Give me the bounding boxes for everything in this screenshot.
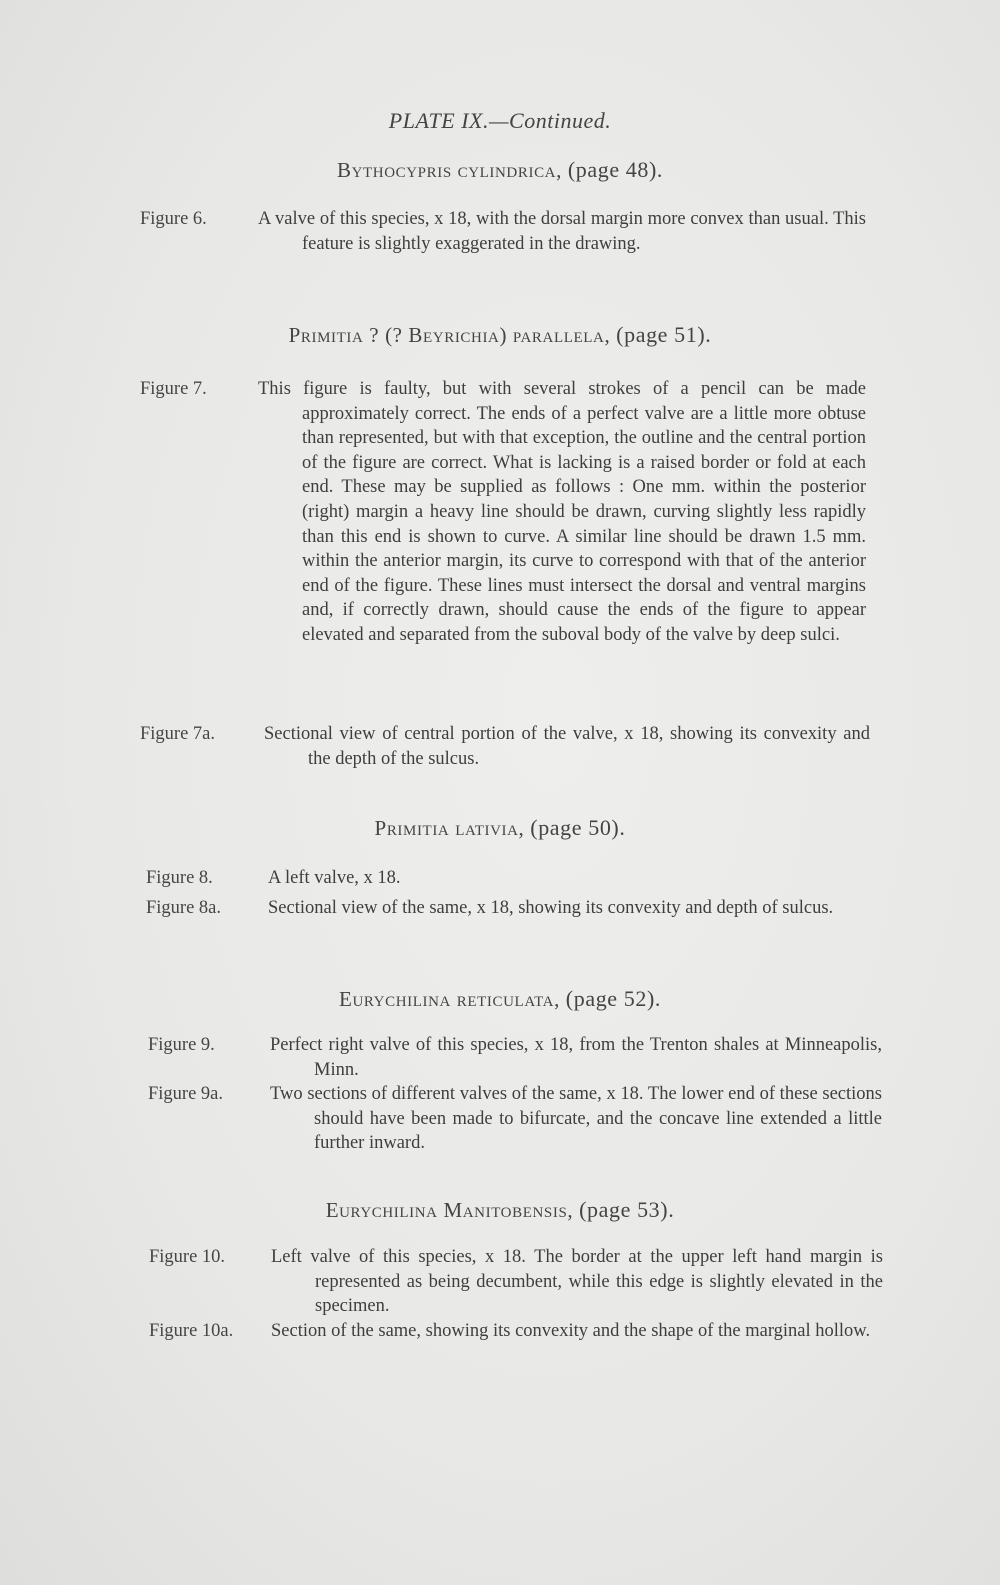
figure-label: Figure 7a. [140,724,216,744]
figure-caption-text: A valve of this species, x 18, with the dorsal margin more convex than usual. This feature is slightly exaggerated in the drawing. [258,209,866,254]
species-name: Eurychilina Manitobensis, [325,1198,574,1222]
figure-caption [264,722,870,771]
figure-label: Figure 9a. [148,1084,224,1104]
species-heading-eurychilina-manitobensis [0,1197,1000,1223]
species-page-ref: (page 50). [530,815,626,840]
species-name: Eurychilina reticulata, [339,987,560,1011]
species-heading-bythocypris-cylindrica [0,157,1000,183]
species-name: Primitia lativia, [374,816,525,840]
figure-caption [268,866,880,891]
figure-caption-text: This figure is faulty, but with several strokes of a pencil can be made approximately correct. The ends of a perfect valve are a little more obtuse than represented, but with that exception, the outline and the central portion of the figure are correct. What is lacking is a raised border or fold at each end. These may be supplied as follows : One mm. within the posterior (right) margin a heavy line should be drawn, curving slightly less rapidly than this end is shown to curve. A similar line should be drawn 1.5 mm. within the anterior margin, its curve to correspond with that of the anterior end of the figure. These lines must intersect the dorsal and ventral margins and, if correctly drawn, should cause the ends of the figure to appear elevated and separated from the suboval body of the valve by deep sulci. [258,379,866,645]
species-page-ref: (page 52). [565,986,661,1011]
species-heading-primitia-lativia [0,815,1000,841]
figure-caption [258,207,866,256]
figure-label: Figure 8a. [146,898,222,918]
species-name: Primitia ? (? Beyrichia) parallela, [288,323,611,347]
species-page-ref: (page 53). [579,1197,675,1222]
figure-caption-text: Sectional view of the same, x 18, showing its convexity and depth of sulcus. [268,898,834,918]
figure-caption [271,1319,883,1344]
figure-label: Figure 6. [140,209,207,229]
figure-caption [258,377,866,648]
figure-caption-text: Section of the same, showing its convexity and the shape of the marginal hollow. [271,1321,871,1341]
species-heading-eurychilina-reticulata [0,986,1000,1012]
species-heading-primitia-parallela [0,322,1000,348]
figure-caption-text: Sectional view of central portion of the valve, x 18, showing its convexity and the depth of the sulcus. [264,724,870,769]
figure-caption [271,1245,883,1319]
plate-title: PLATE IX.—Continued. [388,108,612,133]
species-name: Bythocypris cylindrica, [336,158,562,182]
figure-label: Figure 10a. [149,1321,234,1341]
figure-caption [270,1082,882,1156]
figure-caption-text: Two sections of different valves of the same, x 18. The lower end of these sections should have been made to bifurcate, and the concave line extended a little further inward. [270,1084,882,1154]
figure-caption [270,1033,882,1082]
figure-caption-text: Left valve of this species, x 18. The border at the upper left hand margin is represented as being decumbent, while this edge is slightly elevated in the specimen. [271,1247,883,1317]
figure-caption-text: Perfect right valve of this species, x 18, from the Trenton shales at Minneapolis, Minn. [270,1035,882,1080]
figure-caption [268,896,880,921]
figure-caption-text: A left valve, x 18. [268,868,401,888]
species-page-ref: (page 51). [616,322,712,347]
figure-label: Figure 9. [148,1035,215,1055]
figure-label: Figure 8. [146,868,213,888]
figure-label: Figure 10. [149,1247,226,1267]
figure-label: Figure 7. [140,379,207,399]
species-page-ref: (page 48). [567,157,664,182]
